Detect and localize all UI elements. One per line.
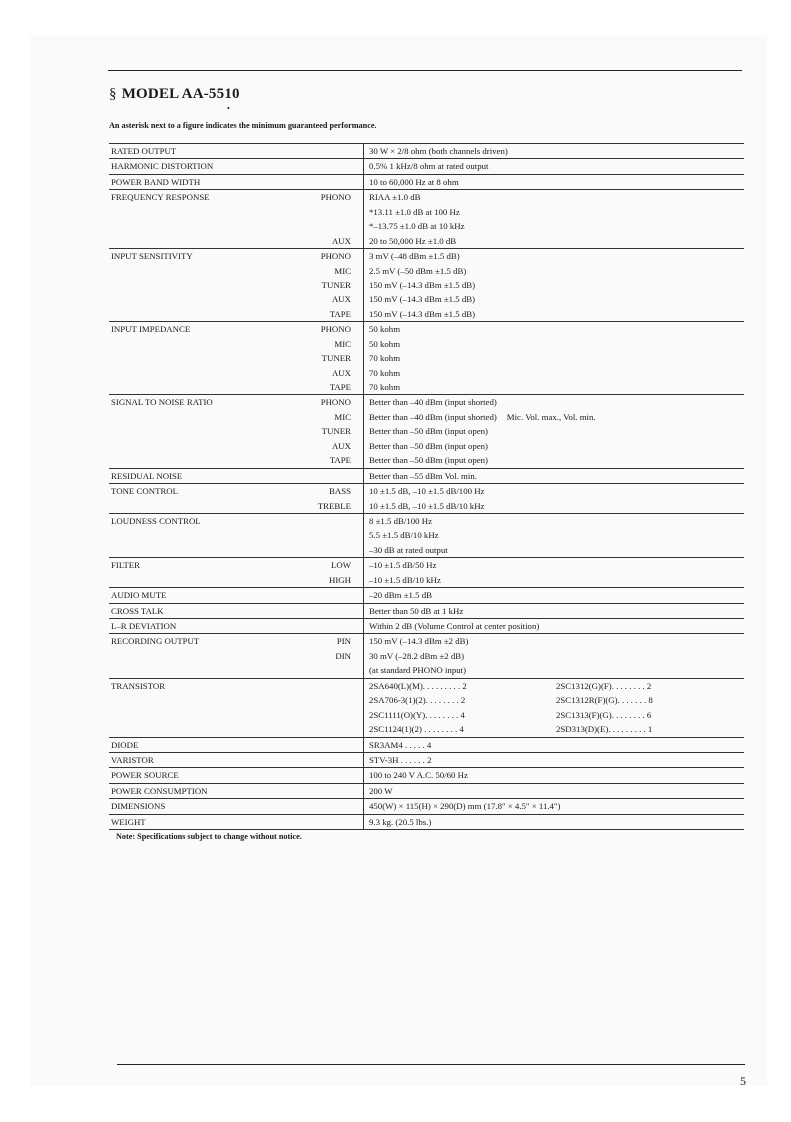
spec-group	[109, 143, 744, 158]
spec-value: –20 dBm ±1.5 dB	[369, 590, 432, 601]
spec-value-cell	[363, 649, 744, 663]
spec-sublabel	[291, 175, 363, 189]
spec-value: Better than –40 dBm (input shorted)	[369, 397, 497, 408]
spec-value: 8 ±1.5 dB/100 Hz	[369, 515, 432, 526]
spec-sublabel	[291, 528, 363, 542]
bottom-rule	[117, 1064, 745, 1065]
spec-label	[109, 264, 291, 278]
spec-label: POWER BAND WIDTH	[111, 176, 201, 187]
spec-label: RATED OUTPUT	[111, 146, 177, 156]
spec-value: SR3AM4 . . . . . 4	[369, 739, 432, 750]
spec-group	[109, 189, 744, 248]
spec-value: 70 kohm	[369, 353, 401, 364]
spec-label: POWER SOURCE	[111, 770, 179, 781]
spec-value: 10 to 60,000 Hz at 8 ohm	[369, 176, 459, 187]
spec-sublabel: TREBLE	[317, 500, 351, 511]
spec-value-cell	[363, 292, 744, 306]
spec-row	[109, 663, 744, 677]
spec-sublabel: LOW	[330, 560, 351, 571]
spec-row	[109, 753, 744, 767]
spec-sublabel: AUX	[331, 440, 351, 451]
spec-sublabel: TUNER	[321, 353, 351, 364]
transistor-cell	[363, 722, 744, 736]
spec-value-cell	[363, 337, 744, 351]
spec-row	[109, 588, 744, 602]
spec-value-cell	[363, 453, 744, 467]
transistor-qty: . . . . . . . . 2	[611, 680, 652, 691]
spec-row	[109, 175, 744, 189]
spec-value: 70 kohm	[369, 367, 401, 378]
spec-value: 10 ±1.5 dB, –10 ±1.5 dB/10 kHz	[369, 500, 485, 511]
spec-value: STV-3H . . . . . . 2	[369, 754, 432, 765]
transistor-entry	[556, 693, 706, 707]
spec-group	[109, 557, 744, 587]
transistor-entry	[369, 693, 556, 707]
spec-value-cell	[363, 159, 744, 173]
spec-row	[109, 784, 744, 798]
spec-label: INPUT SENSITIVITY	[111, 251, 193, 262]
spec-sublabel	[291, 663, 363, 677]
spec-row	[109, 499, 744, 513]
spec-value: Better than 50 dB at 1 kHz	[369, 605, 464, 616]
spec-row	[109, 738, 744, 752]
spec-value: Within 2 dB (Volume Control at center position)	[369, 621, 540, 631]
spec-label: DIODE	[111, 739, 139, 750]
spec-sublabel: TUNER	[321, 279, 351, 290]
spec-sublabel	[291, 708, 363, 722]
transistor-part: 2SC1111(O)(Y)	[369, 709, 426, 720]
spec-value-cell	[363, 619, 744, 633]
spec-label	[109, 278, 291, 292]
spec-table	[109, 143, 744, 830]
spec-value-cell	[363, 175, 744, 189]
spec-value-cell	[363, 768, 744, 782]
spec-value-cell	[363, 322, 744, 336]
spec-label: VARISTOR	[111, 754, 154, 765]
transistor-part: 2SA706-3(1)(2)	[369, 695, 426, 706]
spec-label	[109, 499, 291, 513]
spec-value-cell	[363, 484, 744, 498]
spec-group	[109, 603, 744, 618]
spec-value: 50 kohm	[369, 324, 401, 335]
spec-row	[109, 708, 744, 722]
spec-sublabel: PIN	[336, 636, 351, 647]
spec-value: 150 mV (–14.3 dBm ±1.5 dB)	[369, 279, 476, 290]
spec-row	[109, 264, 744, 278]
spec-group	[109, 513, 744, 557]
transistor-entry	[369, 679, 556, 693]
spec-group	[109, 633, 744, 677]
spec-sublabel: AUX	[331, 235, 351, 246]
spec-value: 150 mV (–14.3 dBm ±1.5 dB)	[369, 308, 476, 319]
spec-row	[109, 322, 744, 336]
spec-label: DIMENSIONS	[111, 801, 166, 812]
spec-sublabel	[291, 738, 363, 752]
spec-sublabel: AUX	[331, 294, 351, 305]
transistor-part: 2SC1313(F)(G)	[556, 709, 612, 720]
spec-label	[109, 380, 291, 394]
spec-sublabel: PHONO	[320, 251, 351, 262]
spec-sublabel: AUX	[331, 367, 351, 378]
spec-value-cell	[363, 264, 744, 278]
spec-row	[109, 278, 744, 292]
spec-value: 20 to 50,000 Hz ±1.0 dB	[369, 235, 457, 246]
spec-sublabel	[291, 679, 363, 693]
spec-value-cell	[363, 469, 744, 483]
spec-row	[109, 159, 744, 173]
spec-row	[109, 395, 744, 409]
spec-value: 70 kohm	[369, 382, 401, 392]
spec-label: WEIGHT	[111, 816, 146, 827]
spec-row	[109, 366, 744, 380]
spec-label	[109, 453, 291, 467]
spec-value-cell	[363, 410, 744, 424]
spec-group	[109, 174, 744, 189]
transistor-qty: . . . . . . . . . 2	[422, 680, 467, 691]
spec-value-cell	[363, 424, 744, 438]
transistor-cell	[363, 693, 744, 707]
section-sign: §	[109, 86, 117, 102]
spec-row	[109, 815, 744, 829]
spec-group	[109, 737, 744, 752]
spec-value: 10 ±1.5 dB, –10 ±1.5 dB/100 Hz	[369, 486, 485, 497]
spec-label	[109, 693, 291, 707]
spec-value: 30 W × 2/8 ohm (both channels driven)	[369, 146, 508, 156]
spec-sublabel	[291, 219, 363, 233]
spec-value-cell	[363, 528, 744, 542]
spec-row	[109, 424, 744, 438]
spec-label	[109, 708, 291, 722]
spec-value: 3 mV (–48 dBm ±1.5 dB)	[369, 251, 460, 262]
spec-row	[109, 190, 744, 204]
transistor-qty: . . . . . . . 8	[617, 695, 653, 706]
spec-label: LOUDNESS CONTROL	[111, 515, 201, 526]
spec-row	[109, 144, 744, 158]
top-rule	[108, 70, 742, 71]
spec-row	[109, 514, 744, 528]
spec-sublabel	[291, 514, 363, 528]
spec-label: TONE CONTROL	[111, 486, 179, 497]
spec-value-cell	[363, 307, 744, 321]
spec-value-cell	[363, 190, 744, 204]
spec-row	[109, 205, 744, 219]
spec-value: 9.3 kg. (20.5 lbs.)	[369, 816, 432, 827]
spec-row	[109, 380, 744, 394]
spec-value-cell	[363, 234, 744, 248]
spec-label	[109, 307, 291, 321]
spec-value-cell	[363, 514, 744, 528]
title-dot: •	[227, 104, 230, 113]
transistor-entry	[556, 708, 706, 722]
spec-label: SIGNAL TO NOISE RATIO	[111, 397, 213, 408]
spec-value: 150 mV (–14.3 dBm ±2 dB)	[369, 636, 469, 647]
spec-label	[109, 337, 291, 351]
spec-sublabel	[291, 205, 363, 219]
spec-sublabel	[291, 722, 363, 736]
spec-label	[109, 439, 291, 453]
transistor-entry	[556, 679, 706, 693]
spec-value-cell	[363, 663, 744, 677]
transistor-entry	[369, 722, 556, 736]
spec-label	[109, 219, 291, 233]
spec-label	[109, 663, 291, 677]
spec-group	[109, 678, 744, 737]
spec-value-cell	[363, 395, 744, 409]
spec-sublabel: PHONO	[320, 324, 351, 335]
spec-value: *–13.75 ±1.0 dB at 10 kHz	[369, 221, 465, 232]
spec-label	[109, 205, 291, 219]
spec-value: –10 ±1.5 dB/10 kHz	[369, 574, 441, 585]
spec-value-cell	[363, 144, 744, 158]
spec-value-cell	[363, 588, 744, 602]
spec-label: INPUT IMPEDANCE	[111, 324, 191, 335]
transistor-cell	[363, 708, 744, 722]
spec-value: Better than –40 dBm (input shorted)	[369, 411, 497, 422]
spec-sublabel: MIC	[334, 265, 351, 276]
spec-label	[109, 649, 291, 663]
spec-group	[109, 752, 744, 767]
spec-value: 30 mV (–28.2 dBm ±2 dB)	[369, 650, 465, 661]
spec-sublabel	[291, 543, 363, 557]
spec-label: RECORDING OUTPUT	[111, 636, 200, 647]
spec-sublabel: BASS	[328, 486, 351, 497]
spec-value: 150 mV (–14.3 dBm ±1.5 dB)	[369, 294, 476, 305]
spec-group	[109, 814, 744, 830]
spec-row	[109, 292, 744, 306]
spec-label	[109, 292, 291, 306]
transistor-part: 2SC1312(G)(F)	[556, 680, 612, 691]
spec-row	[109, 337, 744, 351]
spec-row	[109, 528, 744, 542]
spec-value: *13.11 ±1.0 dB at 100 Hz	[369, 206, 460, 217]
spec-sublabel	[291, 159, 363, 173]
spec-value: –10 ±1.5 dB/50 Hz	[369, 560, 437, 571]
spec-label	[109, 366, 291, 380]
spec-value-cell	[363, 604, 744, 618]
spec-value: 5.5 ±1.5 dB/10 kHz	[369, 530, 439, 541]
spec-label: HARMONIC DISTORTION	[111, 161, 214, 172]
spec-group	[109, 483, 744, 513]
spec-value-cell	[363, 366, 744, 380]
spec-row	[109, 558, 744, 572]
spec-group	[109, 394, 744, 467]
spec-row	[109, 439, 744, 453]
spec-sublabel	[291, 753, 363, 767]
spec-label	[109, 722, 291, 736]
spec-sublabel	[291, 588, 363, 602]
spec-value: RIAA ±1.0 dB	[369, 192, 421, 203]
spec-value: 100 to 240 V A.C. 50/60 Hz	[369, 770, 468, 781]
spec-row	[109, 693, 744, 707]
spec-label	[109, 543, 291, 557]
spec-label: RESIDUAL NOISE	[111, 470, 183, 481]
spec-sublabel: PHONO	[320, 397, 351, 408]
spec-value-cell	[363, 634, 744, 648]
spec-row	[109, 604, 744, 618]
spec-value-cell	[363, 815, 744, 829]
spec-label: L–R DEVIATION	[111, 621, 177, 631]
spec-group	[109, 798, 744, 813]
spec-value-cell	[363, 573, 744, 587]
spec-row	[109, 410, 744, 424]
spec-sublabel	[291, 619, 363, 633]
spec-label	[109, 573, 291, 587]
spec-value-cell	[363, 278, 744, 292]
spec-row	[109, 649, 744, 663]
spec-sublabel	[291, 693, 363, 707]
spec-label	[109, 234, 291, 248]
page-title	[109, 86, 240, 103]
spec-group	[109, 618, 744, 633]
spec-sublabel: MIC	[334, 411, 351, 422]
spec-group	[109, 158, 744, 173]
transistor-part: 2SA640(L)(M)	[369, 680, 423, 691]
spec-value-cell	[363, 249, 744, 263]
spec-sublabel: MIC	[334, 338, 351, 349]
spec-label: TRANSISTOR	[111, 680, 166, 691]
spec-row	[109, 307, 744, 321]
spec-row	[109, 249, 744, 263]
spec-group	[109, 468, 744, 483]
spec-row	[109, 543, 744, 557]
spec-group	[109, 783, 744, 798]
spec-row	[109, 679, 744, 693]
spec-sublabel	[291, 604, 363, 618]
spec-sublabel	[291, 469, 363, 483]
spec-label	[109, 410, 291, 424]
spec-sublabel: TAPE	[329, 382, 351, 392]
spec-label: FILTER	[111, 560, 141, 571]
spec-sublabel	[291, 144, 363, 158]
spec-value-cell	[363, 753, 744, 767]
spec-value: Better than –50 dBm (input open)	[369, 455, 488, 466]
transistor-entry	[556, 722, 706, 736]
spec-label: POWER CONSUMPTION	[111, 785, 208, 796]
spec-sublabel: PHONO	[320, 192, 351, 203]
footnote: Note: Specifications subject to change without notice.	[116, 832, 302, 841]
spec-group	[109, 321, 744, 394]
spec-row	[109, 469, 744, 483]
spec-value-cell	[363, 380, 744, 394]
spec-row	[109, 634, 744, 648]
spec-row	[109, 768, 744, 782]
spec-value-cell	[363, 499, 744, 513]
spec-group	[109, 767, 744, 782]
spec-label: FREQUENCY RESPONSE	[111, 192, 210, 203]
spec-value-cell	[363, 439, 744, 453]
spec-sublabel: TUNER	[321, 426, 351, 437]
spec-row	[109, 484, 744, 498]
spec-group	[109, 248, 744, 321]
spec-label	[109, 351, 291, 365]
spec-label	[109, 528, 291, 542]
spec-row	[109, 453, 744, 467]
spec-sublabel: TAPE	[329, 308, 351, 319]
spec-value-extra: Mic. Vol. max., Vol. min.	[506, 411, 596, 422]
spec-value: 2.5 mV (–50 dBm ±1.5 dB)	[369, 265, 467, 276]
transistor-qty: . . . . . . . . . 1	[608, 724, 653, 735]
spec-value-cell	[363, 558, 744, 572]
spec-value: 50 kohm	[369, 338, 401, 349]
spec-row	[109, 799, 744, 813]
spec-group	[109, 587, 744, 602]
spec-row	[109, 219, 744, 233]
spec-row	[109, 234, 744, 248]
spec-row	[109, 722, 744, 736]
spec-value-cell	[363, 351, 744, 365]
spec-value-cell	[363, 205, 744, 219]
spec-value: –30 dB at rated output	[369, 544, 448, 555]
spec-value-cell	[363, 784, 744, 798]
spec-row	[109, 573, 744, 587]
transistor-part: 2SC1124(1)(2)	[369, 724, 422, 735]
spec-value: 0.5% 1 kHz/8 ohm at rated output	[369, 161, 489, 172]
spec-sublabel	[291, 799, 363, 813]
spec-value-cell	[363, 543, 744, 557]
spec-value: Better than –55 dBm Vol. min.	[369, 470, 477, 481]
model-name: MODEL AA-5510	[121, 86, 240, 102]
transistor-qty: . . . . . . . . 4	[425, 709, 465, 720]
transistor-qty: . . . . . . . . 4	[421, 724, 464, 735]
intro-text: An asterisk next to a figure indicates the minimum guaranteed performance.	[109, 121, 377, 130]
spec-value-cell	[363, 219, 744, 233]
spec-value: 200 W	[369, 785, 393, 796]
spec-value: Better than –50 dBm (input open)	[369, 426, 488, 437]
spec-label	[109, 424, 291, 438]
spec-value: Better than –50 dBm (input open)	[369, 440, 488, 451]
transistor-part: 2SD313(D)(E)	[556, 724, 609, 735]
spec-value-cell	[363, 738, 744, 752]
spec-row	[109, 351, 744, 365]
spec-value: 450(W) × 115(H) × 290(D) mm (17.8" × 4.5" × 11.4")	[369, 801, 561, 812]
spec-sublabel: DIN	[335, 650, 351, 661]
transistor-part: 2SC1312R(F)(G)	[556, 695, 618, 706]
page-number: 5	[740, 1074, 746, 1088]
transistor-entry	[369, 708, 556, 722]
spec-value: (at standard PHONO input)	[369, 665, 466, 676]
spec-sublabel: TAPE	[329, 455, 351, 466]
spec-sublabel	[291, 784, 363, 798]
transistor-cell	[363, 679, 744, 693]
spec-label: AUDIO MUTE	[111, 590, 167, 601]
transistor-qty: . . . . . . . . 6	[611, 709, 652, 720]
spec-sublabel: HIGH	[329, 574, 351, 585]
spec-sublabel	[291, 768, 363, 782]
spec-value-cell	[363, 799, 744, 813]
spec-sublabel	[291, 815, 363, 829]
spec-label: CROSS TALK	[111, 605, 164, 616]
spec-row	[109, 619, 744, 633]
transistor-qty: . . . . . . . . 2	[425, 695, 466, 706]
